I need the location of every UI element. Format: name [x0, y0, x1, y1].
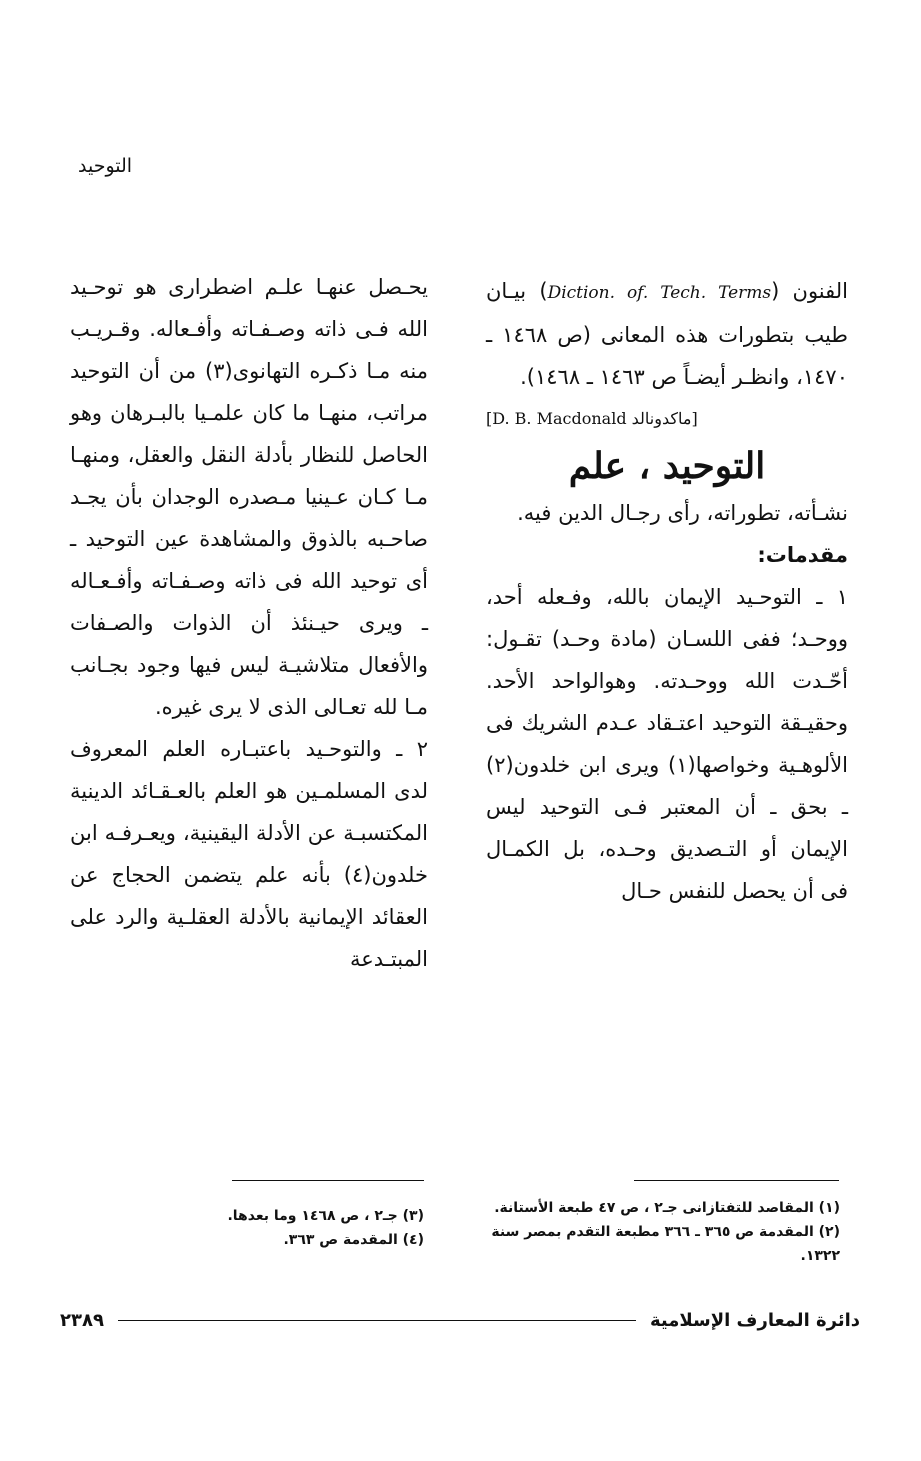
- footer-rule: [118, 1320, 636, 1321]
- author-signature: [D. B. Macdonald ماكدونالد]: [486, 409, 698, 428]
- running-header: التوحيد: [78, 155, 133, 177]
- continuation-pre: الفنون (: [771, 279, 849, 303]
- footnote-3: (٣) جـ٢ ، ص ١٤٦٨ وما بعدها.: [227, 1208, 424, 1224]
- continuation-post: ) بيـان طيب بتطورات هذه المعانى (ص ١٤٦٨ ـ ١٤٧٠، وانظـر أيضـاً ص ١٤٦٣ ـ ١٤٦٨).: [486, 279, 848, 389]
- footnote-divider-left: [232, 1180, 424, 1181]
- continuation-paragraph: [486, 270, 848, 398]
- left-column: [70, 266, 428, 980]
- paragraph-1: ١ ـ التوحـيد الإيمان بالله، وفـعله أحد، ووحـد؛ ففى اللسـان (مادة وحـد) تقـول: أحّـدت الله ووحـدته. وهوالواحد الأحد. وحقيـقة التوحيد اعتـقاد عـدم الشريك فى الألوهـية وخواصها(١) ويرى ابن خلدون(٢) ـ بحق ـ أن المعتبر فـى التوحيد ليس الإيمان أو التـصديق وحـده، بل الكمـال فى أن يحصل للنفس حـال: [486, 585, 849, 903]
- section-heading: مقدمات:: [757, 543, 848, 567]
- footnote-1: (١) المقاصد للتفتازانى جـ٢ ، ص ٤٧ طبعة الأستانة.: [494, 1200, 840, 1216]
- article-subtitle: نشـأته، تطوراته، رأى رجـال الدين فيه.: [517, 501, 848, 525]
- page-footer: [60, 1310, 860, 1331]
- footnote-2: (٢) المقدمة ص ٣٦٥ ـ ٣٦٦ مطبعة التقدم بمصر سنة ١٣٢٢.: [491, 1224, 840, 1264]
- page-number: ٢٣٨٩: [60, 1310, 104, 1331]
- paragraph-1-continued: يحـصل عنهـا علـم اضطرارى هو توحـيد الله فـى ذاته وصـفـاته وأفـعاله. وقـريـب منه مـا ذكـره التهانوى(٣) من أن التوحيد مراتب، منهـا ما كان علمـيا بالبـرهان وهو الحاصل للنظار بأدلة النقل والعقل، ومنهـا مـا كـان عـينيا مـصدره الوجدان بأن يجـد صاحـبه بالذوق والمشاهدة عين التوحيد ـ أى توحيد الله فى ذاته وصـفـاته وأفـعـاله ـ ويرى حيـنئذ أن الذوات والصـفات والأفعال متلاشيـة ليس فيها وجود بجـانب مـا لله تعـالى الذى لا يرى غيره.: [70, 275, 428, 719]
- footnote-divider-right: [634, 1180, 839, 1181]
- footnote-4: (٤) المقدمة ص ٣٦٣.: [283, 1232, 424, 1248]
- publication-title: دائرة المعارف الإسلامية: [649, 1310, 860, 1331]
- paragraph-2: ٢ ـ والتوحـيد باعتبـاره العلم المعروف لدى المسلمـين هو العلم بالعـقـائد الدينية المكتسبـة عن الأدلة اليقينية، ويعـرفـه ابن خلدون(٤) بأنه علم يتضمن الحجاج عن العقائد الإيمانية بالأدلة العقلـية والرد على المبتـدعة: [70, 737, 428, 971]
- latin-reference: Diction. of. Tech. Terms: [547, 283, 772, 303]
- footnotes-right: [488, 1196, 840, 1268]
- right-column: [486, 270, 848, 912]
- article-title: التوحيد ، علم: [568, 445, 766, 487]
- footnotes-left: [150, 1204, 424, 1252]
